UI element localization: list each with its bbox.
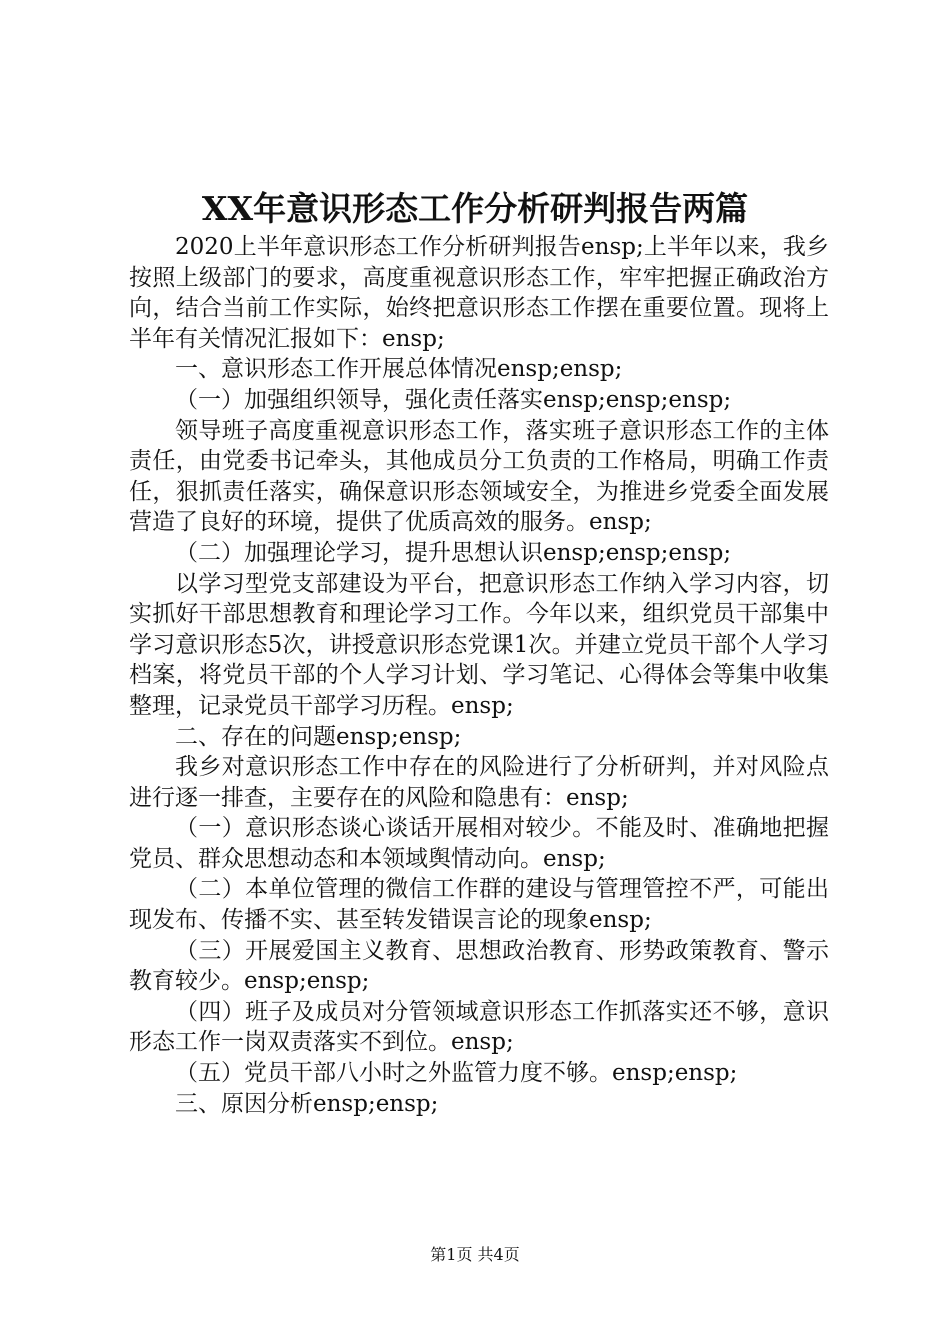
document-body [129, 232, 829, 1119]
paragraph: 我乡对意识形态工作中存在的风险进行了分析研判，并对风险点进行逐一排查，主要存在的风险和隐患有：ensp; [129, 754, 829, 811]
paragraph: 领导班子高度重视意识形态工作，落实班子意识形态工作的主体责任，由党委书记牵头，其他成员分工负责的工作格局，明确工作责任，狠抓责任落实，确保意识形态领域安全，为推进乡党委全面发展营造了良好的环境，提供了优质高效的服务。ensp; [129, 417, 829, 536]
section-heading: 三、原因分析ensp;ensp; [175, 1090, 439, 1117]
subsection-heading: （一）加强组织领导，强化责任落实ensp;ensp;ensp; [175, 386, 732, 413]
document-title: XX年意识形态工作分析研判报告两篇 [201, 189, 749, 228]
section-heading: 一、意识形态工作开展总体情况ensp;ensp; [175, 356, 623, 383]
list-item: （二）本单位管理的微信工作群的建设与管理管控不严，可能出现发布、传播不实、甚至转发错误言论的现象ensp; [129, 876, 829, 934]
list-item: （一）意识形态谈心谈话开展相对较少。不能及时、准确地把握党员、群众思想动态和本领域舆情动向。ensp; [129, 815, 829, 872]
list-item: （四）班子及成员对分管领域意识形态工作抓落实还不够，意识形态工作一岗双责落实不到位。ensp; [129, 998, 829, 1056]
section-heading: 二、存在的问题ensp;ensp; [175, 723, 462, 750]
paragraph: 以学习型党支部建设为平台，把意识形态工作纳入学习内容，切实抓好干部思想教育和理论学习工作。今年以来，组织党员干部集中学习意识形态5次，讲授意识形态党课1次。并建立党员干部个人学习档案，将党员干部的个人学习计划、学习笔记、心得体会等集中收集整理，记录党员干部学习历程。ensp; [129, 570, 829, 719]
list-item: （三）开展爱国主义教育、思想政治教育、形势政策教育、警示教育较少。ensp;ensp; [129, 937, 829, 995]
page-number: 第1页 共4页 [430, 1245, 520, 1264]
list-item: （五）党员干部八小时之外监管力度不够。ensp;ensp; [175, 1060, 738, 1087]
paragraph: 2020上半年意识形态工作分析研判报告ensp;上半年以来，我乡按照上级部门的要求，高度重视意识形态工作，牢牢把握正确政治方向，结合当前工作实际，始终把意识形态工作摆在重要位置。现将上半年有关情况汇报如下：ensp; [129, 234, 829, 352]
subsection-heading: （二）加强理论学习，提升思想认识ensp;ensp;ensp; [175, 539, 732, 566]
